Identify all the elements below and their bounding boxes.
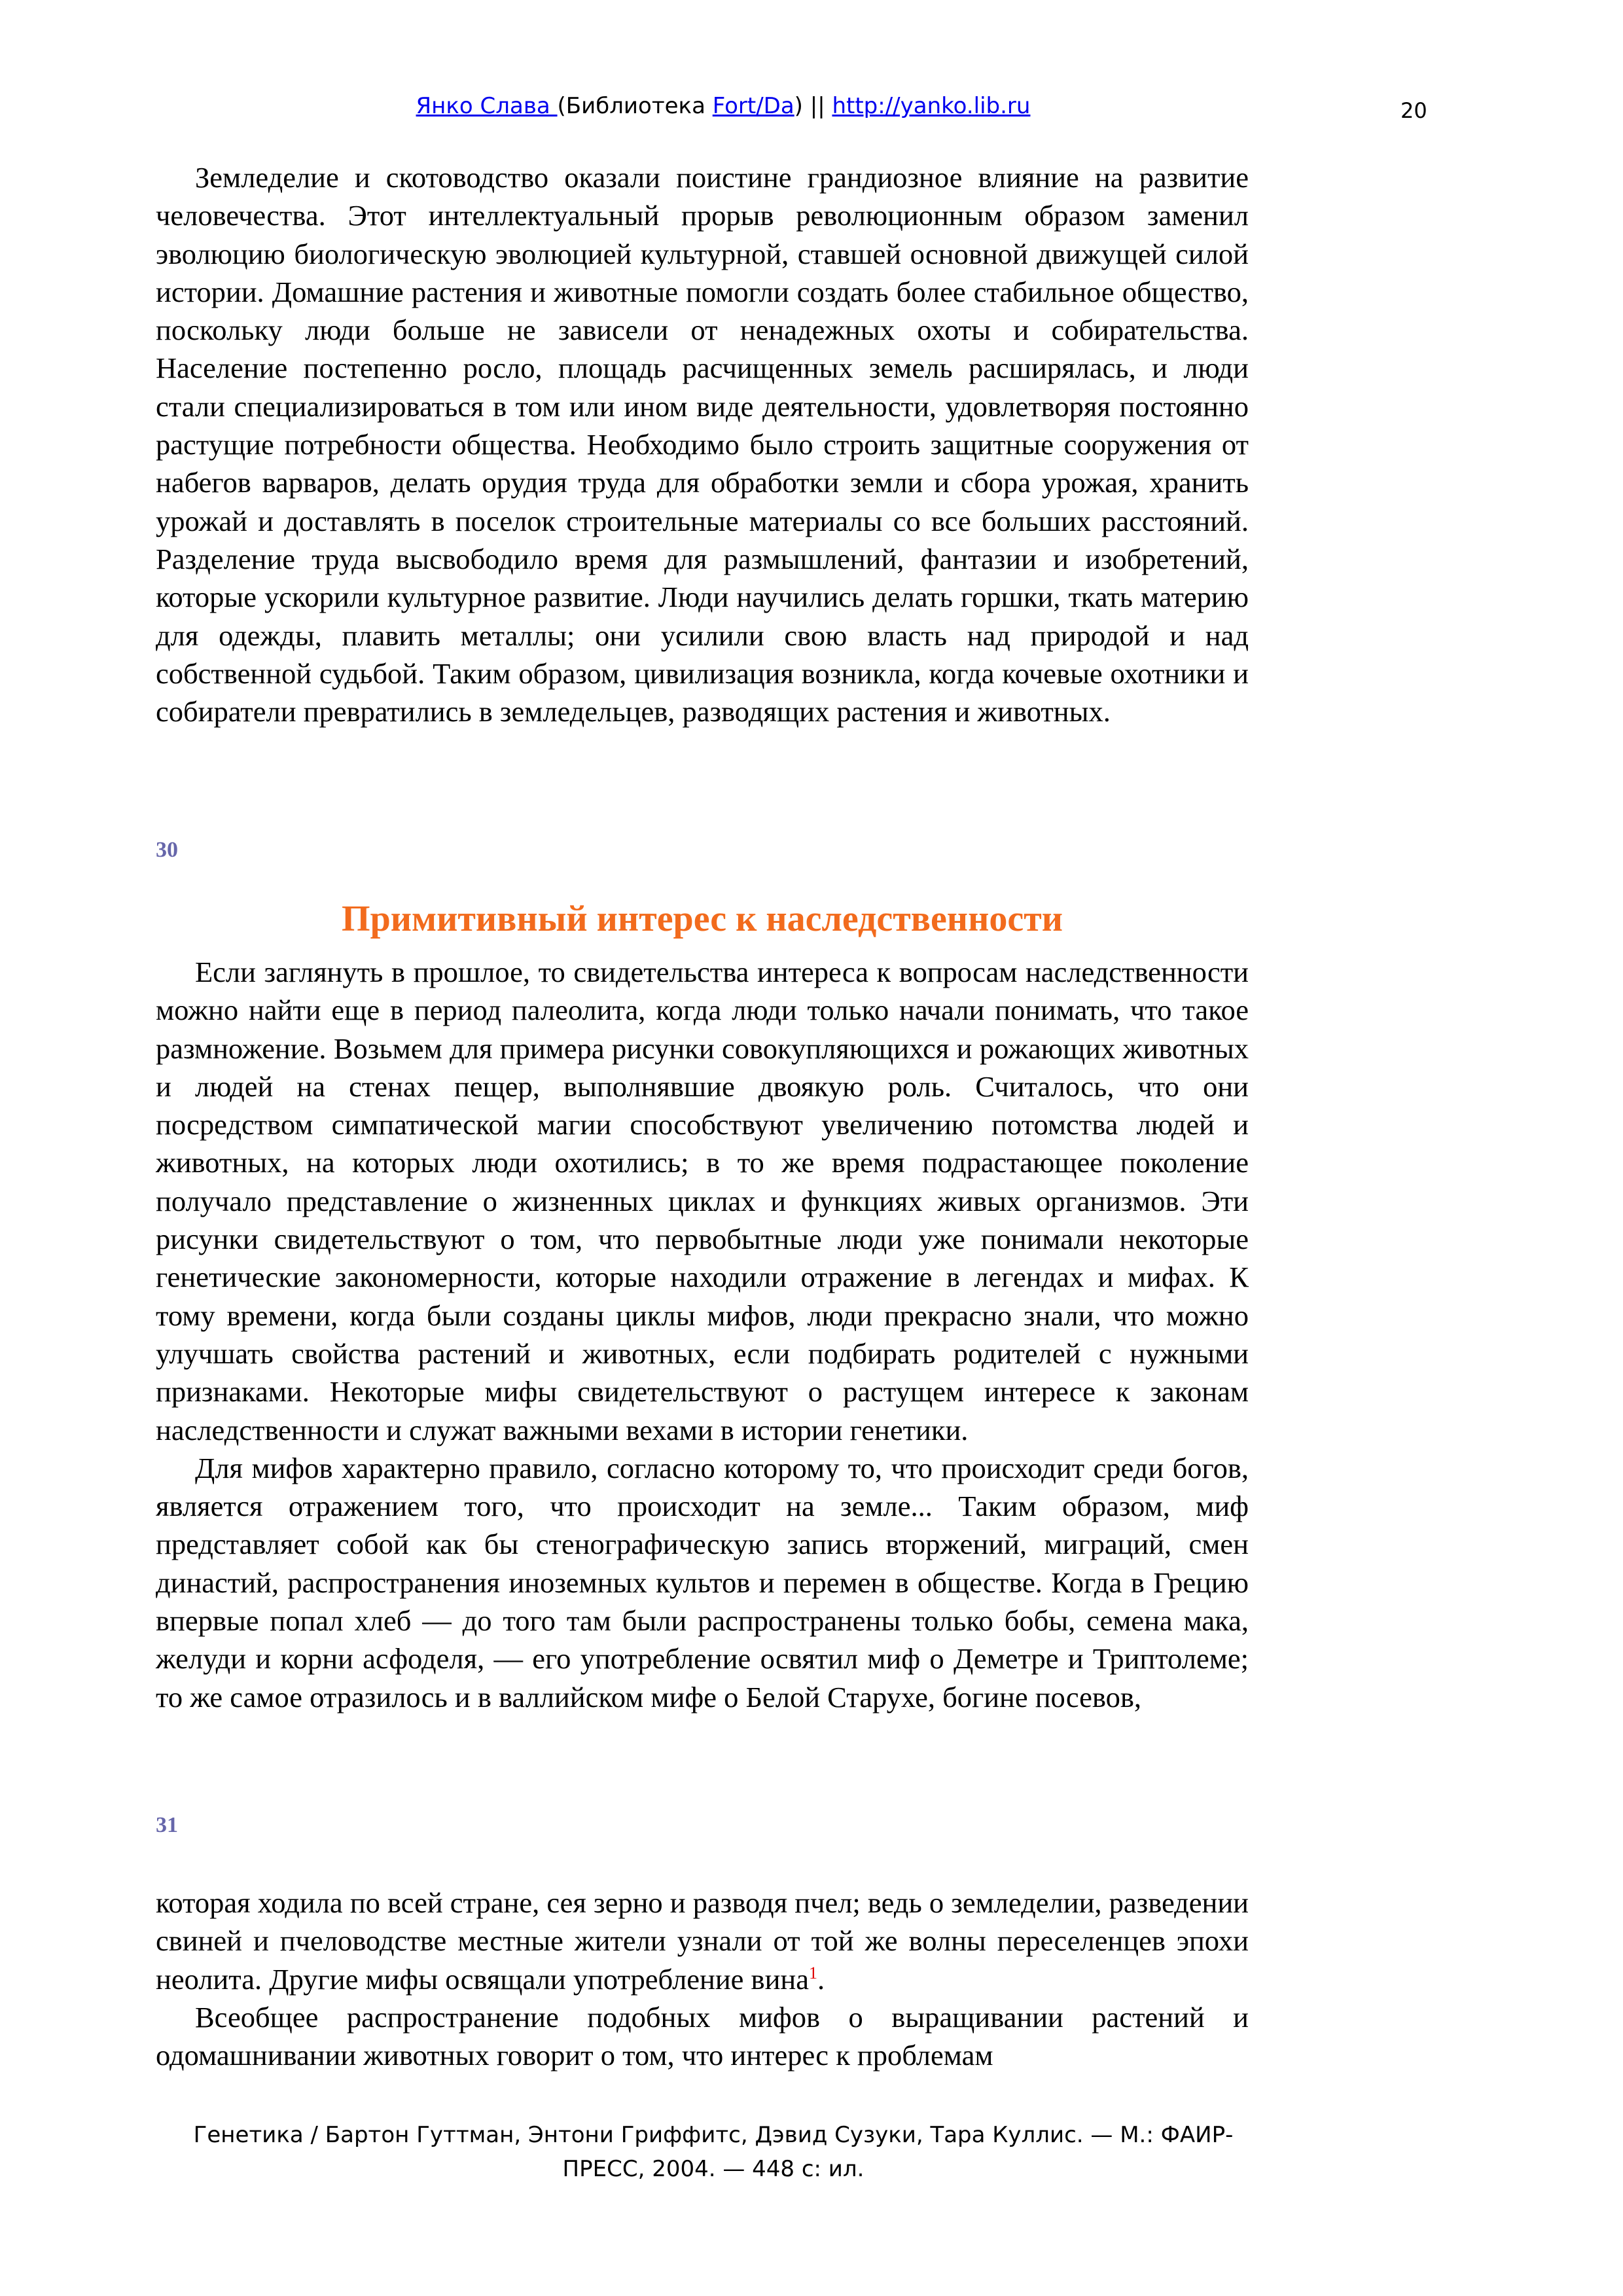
footer-line-2: ПРЕСС, 2004. — 448 с: ил. (562, 2156, 865, 2182)
author-link[interactable]: Янко Слава (416, 93, 558, 119)
footer-line-1: Генетика / Бартон Гуттман, Энтони Гриффитс, Дэвид Сузуки, Тара Куллис. — М.: ФАИР- (193, 2122, 1234, 2148)
footnote-ref[interactable]: 1 (808, 1963, 817, 1982)
page-marker-30: 30 (156, 838, 178, 862)
paragraph-continuation (156, 1884, 1249, 1998)
paragraph: Для мифов характерно правило, согласно которому то, что происходит среди богов, является отражением того, что происходит на земле... Таким образом, миф представляет собой как бы стенографическую запись вторжений, миграций, смен династий, распространения иноземных культов и перемен в обществе. Когда в Грецию впервые попал хлеб — до того там были распространены только бобы, семена мака, желуди и корни асфоделя, — его употребление освятил миф о Деметре и Триптолеме; то же самое отразилось и в валлийском мифе о Белой Старухе, богине посевов, (156, 1451, 1249, 1713)
paragraph: Земледелие и скотоводство оказали поистине грандиозное влияние на развитие человечества. Этот интеллектуальный прорыв революционным образом заменил эволюцию биологическую эволюцией культурной, ставшей основной движущей силой истории. Домашние растения и животные помогли создать более стабильное общество, поскольку люди больше не зависели от ненадежных охоты и собирательства. Население постепенно росло, площадь расчищенных земель расширялась, и люди стали специализироваться в том или ином виде деятельности, удовлетворяя постоянно растущие потребности общества. Необходимо было строить защитные сооружения от набегов варваров, делать орудия труда для обработки земли и сбора урожая, хранить урожай и доставлять в поселок строительные материалы со все больших расстояний. Разделение труда высвободило время для размышлений, фантазии и изобретений, которые ускорили культурное развитие. Люди научились делать горшки, ткать материю для одежды, плавить металлы; они усилили свою власть над природой и над собственной судьбой. Таким образом, цивилизация возникла, когда кочевые охотники и собиратели превратились в земледельцев, разводящих растения и животных. (156, 161, 1249, 728)
text-block-1 (156, 158, 1249, 730)
text-block-2 (156, 953, 1249, 1716)
library-link[interactable]: Fort/Da (712, 93, 794, 119)
paragraph: Если заглянуть в прошлое, то свидетельства интереса к вопросам наследственности можно найти еще в период палеолита, когда люди только начали понимать, что такое размножение. Возьмем для примера рисунки совокупляющихся и рожающих животных и людей на стенах пещер, выполнявшие двоякую роль. Считалось, что они посредством симпатической магии способствуют увеличению потомства людей и животных, на которых люди охотились; в то же время подрастающее поколение получало представление о жизненных циклах и функциях живых организмов. Эти рисунки свидетельствуют о том, что первобытные люди уже понимали некоторые генетические закономерности, которые находили отражение в легендах и мифах. К тому времени, когда были созданы циклы мифов, люди прекрасно знали, что можно улучшать свойства растений и животных, если подбирать родителей с нужными признаками. Некоторые мифы свидетельствуют о растущем интересе к законам наследственности и служат важными вехами в истории генетики. (156, 956, 1249, 1446)
library-label: (Библиотека (557, 93, 713, 119)
citation-footer (0, 2118, 1427, 2186)
continuation-end: . (817, 1962, 825, 1996)
page-number: 20 (1400, 98, 1427, 123)
section-heading: Примитивный интерес к наследственности (342, 899, 1063, 939)
site-link[interactable]: http://yanko.lib.ru (832, 93, 1031, 119)
paragraph: Всеобщее распространение подобных мифов о выращивании растений и одомашнивании животных говорит о том, что интерес к проблемам (156, 2000, 1249, 2072)
page-marker-31: 31 (156, 1813, 178, 1837)
text-block-3 (156, 1884, 1249, 2074)
separator-text: ) || (794, 93, 832, 119)
continuation-text: которая ходила по всей стране, сея зерно и разводя пчел; ведь о земледелии, разведении свиней и пчеловодстве местные жители узнали от той же волны переселенцев эпохи неолита. Другие мифы освящали употребление вина (156, 1886, 1249, 1996)
running-header (0, 93, 1446, 119)
